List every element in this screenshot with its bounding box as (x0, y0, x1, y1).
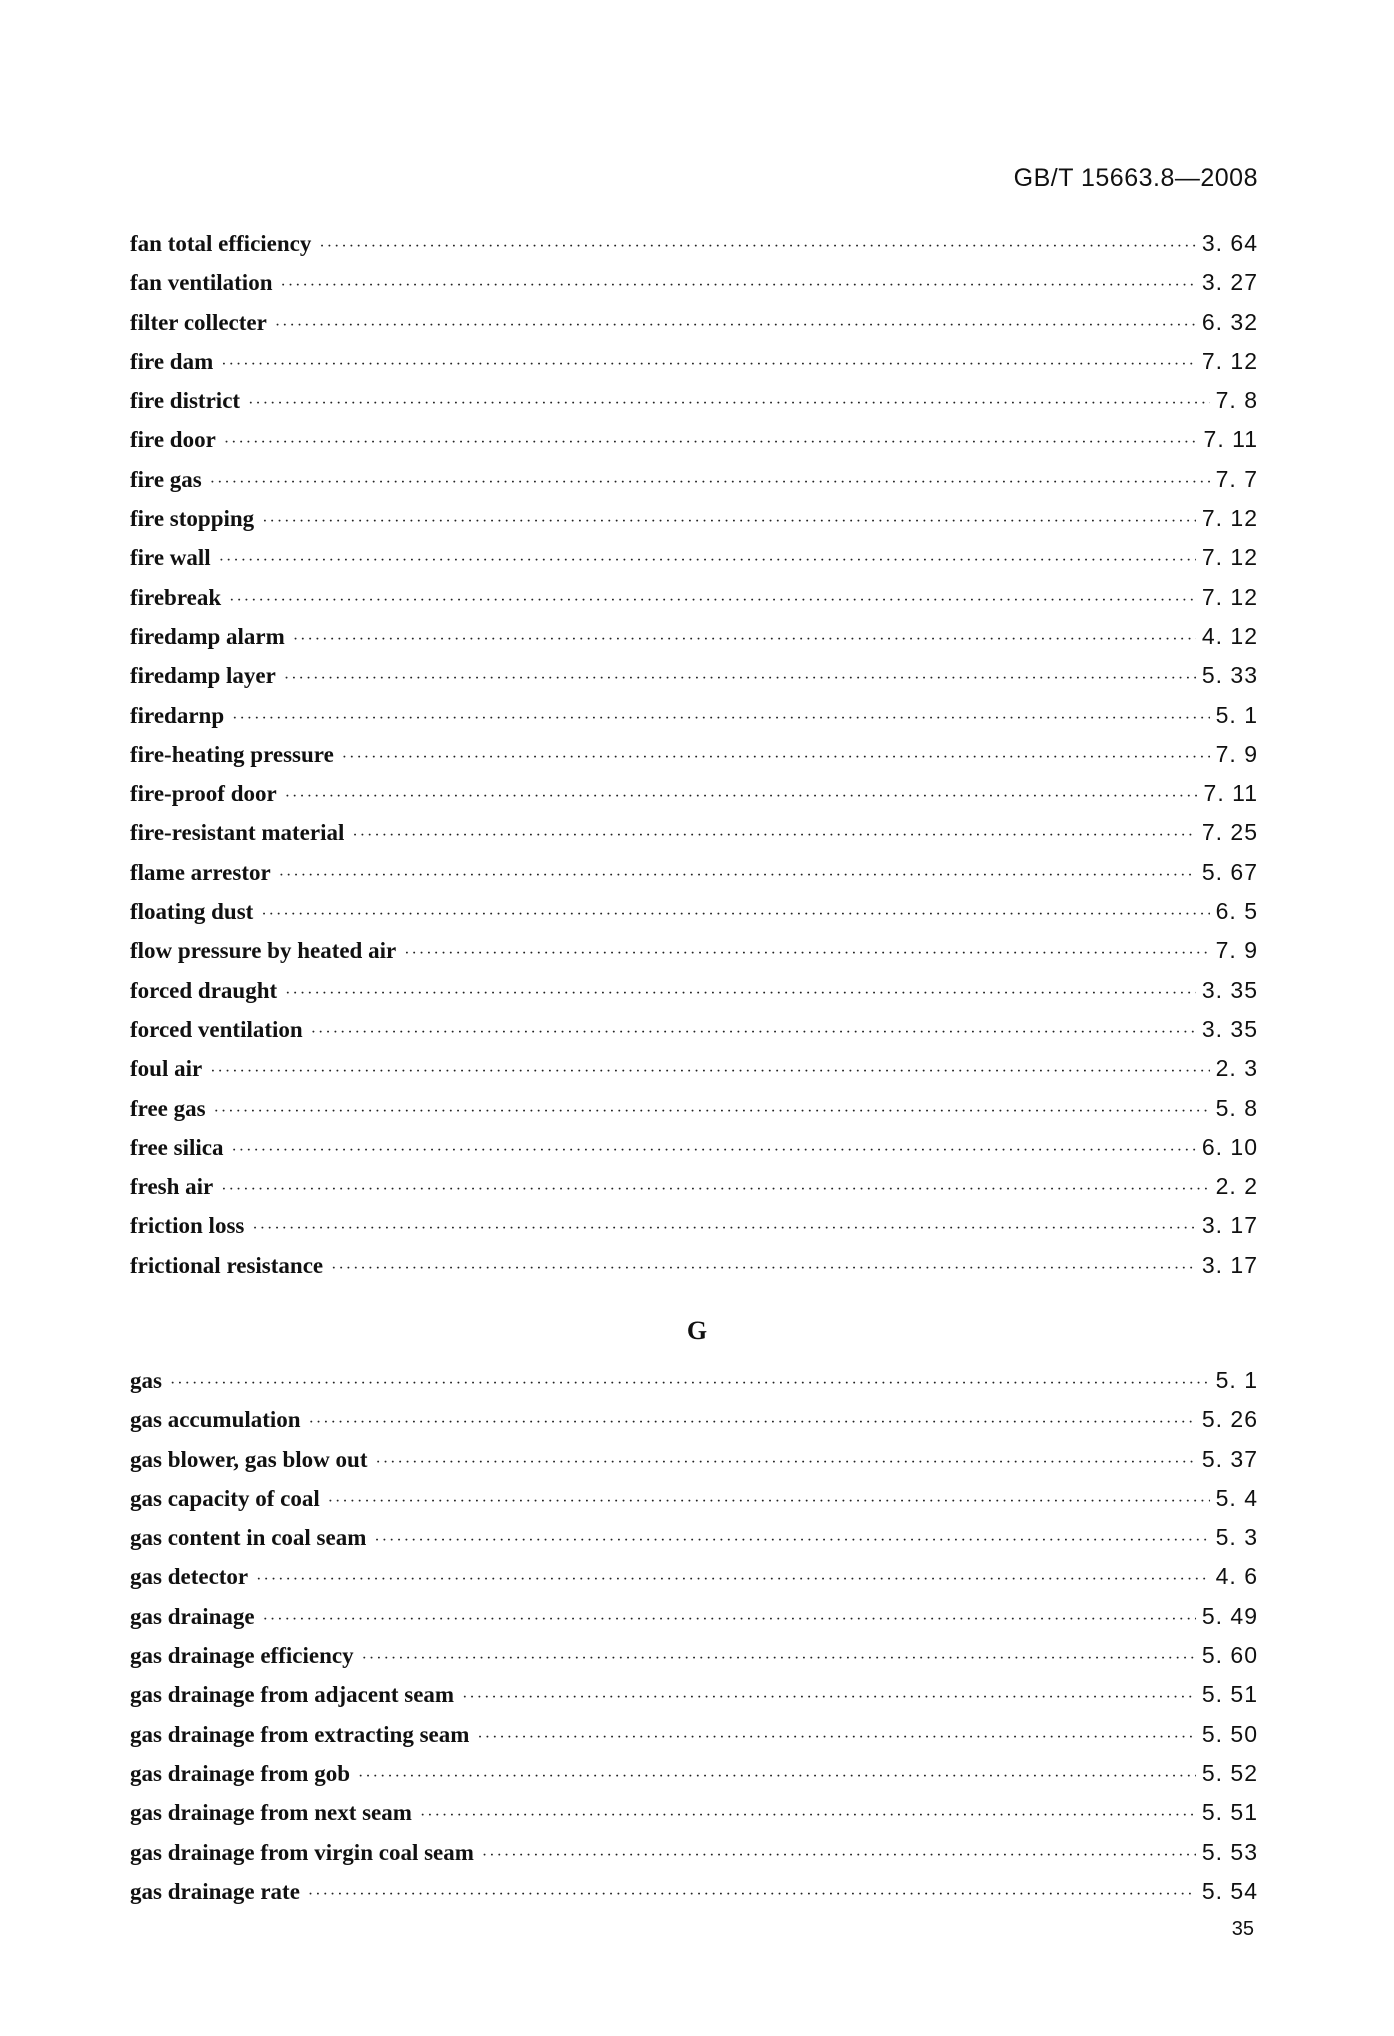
dot-leader (404, 945, 1209, 963)
dot-leader (221, 356, 1196, 374)
index-reference-number: 3. 64 (1201, 230, 1258, 256)
dot-leader (477, 1729, 1195, 1747)
dot-leader (482, 1847, 1196, 1865)
index-term: firedamp alarm (130, 623, 285, 649)
dot-leader (285, 985, 1196, 1003)
index-term: fire stopping (130, 506, 255, 532)
dot-leader (319, 238, 1195, 256)
index-reference-number: 2. 2 (1215, 1173, 1258, 1200)
dot-leader (279, 867, 1196, 885)
index-reference-number: 6. 32 (1201, 308, 1258, 335)
dot-leader (309, 1414, 1196, 1432)
index-reference-number: 5. 67 (1201, 858, 1258, 885)
dot-leader (221, 1181, 1209, 1199)
index-entry (130, 230, 1258, 269)
dot-leader (232, 710, 1209, 728)
index-term: flame arrestor (130, 859, 271, 885)
index-entry (130, 1016, 1258, 1055)
index-term: fan ventilation (130, 270, 273, 296)
index-term: fire-proof door (130, 781, 277, 807)
dot-leader (308, 1886, 1196, 1904)
index-term: fire district (130, 388, 241, 414)
dot-leader (219, 552, 1196, 570)
dot-leader (374, 1532, 1209, 1550)
index-term: gas drainage from adjacent seam (130, 1682, 455, 1708)
dot-leader (284, 670, 1196, 688)
index-reference-number: 2. 3 (1215, 1055, 1258, 1082)
index-entry (130, 1367, 1258, 1406)
index-entry (130, 1681, 1258, 1720)
dot-leader (210, 1063, 1209, 1081)
dot-leader (261, 906, 1209, 924)
index-term: gas accumulation (130, 1407, 301, 1433)
index-term: fire gas (130, 466, 202, 492)
index-reference-number: 5. 3 (1215, 1524, 1258, 1551)
section-letter-heading: G (686, 1316, 708, 1345)
index-reference-number: 7. 11 (1203, 426, 1258, 453)
index-term: gas detector (130, 1564, 249, 1590)
dot-leader (214, 1103, 1210, 1121)
index-term: free gas (130, 1095, 206, 1121)
index-term: gas drainage from extracting seam (130, 1721, 470, 1747)
index-entry (130, 348, 1258, 387)
index-reference-number: 4. 6 (1215, 1563, 1258, 1590)
index-reference-number: 7. 12 (1201, 347, 1258, 374)
index-reference-number: 6. 10 (1201, 1133, 1258, 1160)
index-reference-number: 5. 1 (1215, 1367, 1258, 1393)
index-term: gas blower, gas blow out (130, 1446, 368, 1472)
index-term: firedamp layer (130, 663, 276, 689)
index-reference-number: 7. 12 (1201, 505, 1258, 532)
dot-leader (170, 1375, 1210, 1393)
index-entry (130, 387, 1258, 426)
index-entry (130, 977, 1258, 1016)
index-term: filter collecter (130, 309, 267, 335)
index-reference-number: 5. 54 (1201, 1877, 1258, 1904)
dot-leader (420, 1807, 1196, 1825)
index-entry (130, 1878, 1258, 1917)
index-term: gas content in coal seam (130, 1525, 367, 1551)
index-reference-number: 5. 50 (1201, 1720, 1258, 1747)
index-term: firebreak (130, 584, 222, 610)
dot-leader (256, 1571, 1209, 1589)
index-term: fire door (130, 427, 216, 453)
index-term: gas drainage from gob (130, 1760, 350, 1786)
index-entry (130, 662, 1258, 701)
index-list-f (130, 230, 1258, 1291)
index-entry (130, 466, 1258, 505)
index-reference-number: 5. 1 (1215, 701, 1258, 728)
index-reference-number: 5. 26 (1201, 1406, 1258, 1433)
index-entry (130, 1173, 1258, 1212)
index-entry (130, 544, 1258, 583)
index-term: gas drainage from virgin coal seam (130, 1839, 474, 1865)
dot-leader (311, 1024, 1196, 1042)
index-reference-number: 5. 37 (1201, 1445, 1258, 1472)
index-term: fire wall (130, 545, 211, 571)
index-entry (130, 1799, 1258, 1838)
dot-leader (352, 827, 1195, 845)
dot-leader (210, 474, 1210, 492)
page-number: 35 (1231, 1918, 1254, 1940)
index-entry (130, 1252, 1258, 1291)
index-term: fan total efficiency (130, 231, 312, 256)
index-entry (130, 1839, 1258, 1878)
index-reference-number: 5. 60 (1201, 1642, 1258, 1669)
index-reference-number: 3. 27 (1201, 269, 1258, 296)
index-entry (130, 1485, 1258, 1524)
index-reference-number: 5. 8 (1215, 1094, 1258, 1121)
index-reference-number: 4. 12 (1201, 622, 1258, 649)
index-reference-number: 7. 9 (1215, 937, 1258, 964)
index-term: fire dam (130, 348, 214, 374)
index-entry (130, 1721, 1258, 1760)
index-reference-number: 5. 53 (1201, 1838, 1258, 1865)
index-term: friction loss (130, 1213, 245, 1239)
dot-leader (229, 592, 1196, 610)
dot-leader (285, 788, 1198, 806)
index-reference-number: 3. 17 (1201, 1251, 1258, 1278)
index-reference-number: 5. 49 (1201, 1602, 1258, 1629)
index-term: gas drainage rate (130, 1878, 300, 1904)
dot-leader (328, 1493, 1210, 1511)
index-entry (130, 1212, 1258, 1251)
index-reference-number: 5. 4 (1215, 1484, 1258, 1511)
dot-leader (342, 749, 1210, 767)
index-entry (130, 1642, 1258, 1681)
index-reference-number: 3. 17 (1201, 1212, 1258, 1239)
index-entry (130, 898, 1258, 937)
index-term: flow pressure by heated air (130, 938, 397, 964)
index-reference-number: 6. 5 (1215, 898, 1258, 925)
index-reference-number: 7. 25 (1201, 819, 1258, 846)
index-entry (130, 859, 1258, 898)
index-entry (130, 505, 1258, 544)
dot-leader (262, 513, 1196, 531)
index-reference-number: 3. 35 (1201, 976, 1258, 1003)
index-term: forced draught (130, 977, 278, 1003)
index-reference-number: 5. 51 (1201, 1681, 1258, 1708)
index-entry (130, 1760, 1258, 1799)
index-entry (130, 741, 1258, 780)
index-term: gas drainage efficiency (130, 1643, 354, 1669)
index-reference-number: 7. 12 (1201, 583, 1258, 610)
index-term: forced ventilation (130, 1016, 303, 1042)
index-entry (130, 584, 1258, 623)
index-entry (130, 1563, 1258, 1602)
index-entry (130, 1524, 1258, 1563)
dot-leader (293, 631, 1196, 649)
index-term: gas drainage (130, 1603, 255, 1629)
index-entry (130, 702, 1258, 741)
index-term: fire-heating pressure (130, 741, 334, 767)
index-reference-number: 3. 35 (1201, 1015, 1258, 1042)
dot-leader (362, 1650, 1196, 1668)
index-reference-number: 7. 9 (1215, 740, 1258, 767)
index-reference-number: 7. 11 (1203, 780, 1258, 807)
index-entry (130, 1603, 1258, 1642)
dot-leader (231, 1142, 1195, 1160)
index-entry (130, 1406, 1258, 1445)
dot-leader (263, 1611, 1196, 1629)
dot-leader (280, 277, 1195, 295)
index-entry (130, 623, 1258, 662)
index-term: firedarnp (130, 702, 225, 728)
index-reference-number: 7. 7 (1215, 465, 1258, 492)
index-reference-number: 5. 52 (1201, 1759, 1258, 1786)
dot-leader (224, 434, 1198, 452)
index-entry (130, 1055, 1258, 1094)
dot-leader (252, 1220, 1195, 1238)
index-term: fresh air (130, 1174, 214, 1200)
dot-leader (462, 1689, 1196, 1707)
index-term: foul air (130, 1056, 203, 1082)
index-list-g (130, 1367, 1258, 1917)
index-entry (130, 937, 1258, 976)
index-term: floating dust (130, 899, 254, 925)
dot-leader (331, 1260, 1196, 1278)
index-term: free silica (130, 1134, 224, 1160)
index-reference-number: 5. 51 (1201, 1799, 1258, 1826)
dot-leader (275, 317, 1196, 335)
index-entry (130, 269, 1258, 308)
index-term: gas (130, 1368, 162, 1393)
index-reference-number: 5. 33 (1201, 662, 1258, 689)
index-entry (130, 426, 1258, 465)
index-term: frictional resistance (130, 1252, 324, 1278)
index-term: gas drainage from next seam (130, 1800, 412, 1826)
index-reference-number: 7. 12 (1201, 544, 1258, 571)
index-term: gas capacity of coal (130, 1485, 320, 1511)
index-reference-number: 7. 8 (1215, 387, 1258, 414)
dot-leader (358, 1768, 1196, 1786)
dot-leader (376, 1454, 1196, 1472)
index-term: fire-resistant material (130, 820, 345, 846)
index-entry (130, 1446, 1258, 1485)
index-entry (130, 780, 1258, 819)
index-entry (130, 1095, 1258, 1134)
index-entry (130, 819, 1258, 858)
dot-leader (248, 395, 1210, 413)
standard-code-header: GB/T 15663.8—2008 (1013, 164, 1258, 192)
index-entry (130, 309, 1258, 348)
index-entry (130, 1134, 1258, 1173)
